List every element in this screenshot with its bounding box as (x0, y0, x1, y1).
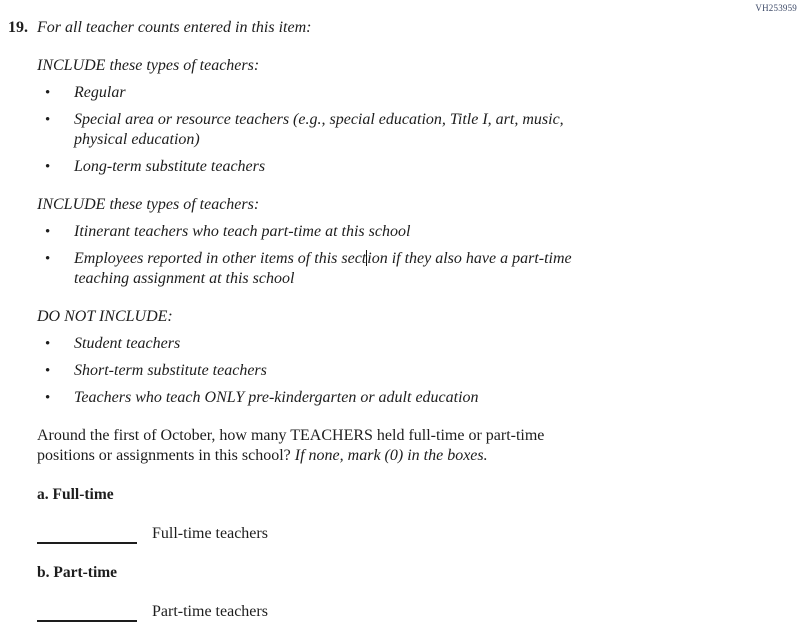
bullet-text (74, 157, 763, 177)
bullet-line-post-caret: ion if they also have a part-time (367, 250, 572, 267)
bullet-icon: • (45, 85, 51, 101)
answer-row-fulltime (37, 524, 763, 544)
list-item (37, 249, 763, 289)
bullet-line: Long-term substitute teachers (74, 158, 266, 175)
bullet-line: Short-term substitute teachers (74, 362, 267, 379)
bullet-icon: • (45, 251, 51, 267)
answer-fulltime (37, 485, 763, 544)
include2-heading: INCLUDE these types of teachers: (37, 196, 260, 213)
fulltime-count-field[interactable] (37, 526, 137, 544)
bullet-line: teaching assignment at this school (74, 270, 295, 287)
question-note: If none, mark (0) in the boxes. (294, 447, 488, 464)
fulltime-caption: Full-time teachers (152, 525, 268, 542)
list-item (37, 110, 763, 150)
bullet-text (74, 110, 763, 150)
bullet-line: Teachers who teach ONLY pre-kindergarten or adult education (74, 389, 479, 406)
list-item (37, 361, 763, 381)
question-line-1: Around the first of October, how many TEACHERS held full-time or part-time (37, 427, 545, 444)
answer-label-parttime: b. Part-time (37, 564, 118, 581)
question-line-2: positions or assignments in this school? (37, 447, 295, 464)
bullet-line (74, 249, 763, 269)
answer-row-parttime (37, 602, 763, 622)
answer-parttime (37, 563, 763, 622)
item-body (37, 18, 763, 635)
item-number: 19. (8, 19, 28, 36)
parttime-count-field[interactable] (37, 604, 137, 622)
bullet-icon: • (45, 363, 51, 379)
bullet-text (74, 249, 763, 289)
bullet-line: physical education) (74, 131, 200, 148)
list-item (37, 222, 763, 242)
parttime-caption: Part-time teachers (152, 603, 268, 620)
bullet-line: Special area or resource teachers (e.g., special education, Title I, art, music, (74, 111, 564, 128)
answer-label-fulltime: a. Full-time (37, 486, 114, 503)
form-code: VH253959 (755, 3, 797, 13)
bullet-line: Itinerant teachers who teach part-time at this school (74, 223, 411, 240)
bullet-icon: • (45, 224, 51, 240)
include-group-2 (37, 195, 763, 289)
bullet-text (74, 83, 763, 103)
question-text (37, 426, 763, 466)
bullet-line-pre-caret: Employees reported in other items of this sect (74, 250, 367, 267)
include-group-1 (37, 56, 763, 177)
list-item (37, 157, 763, 177)
bullet-line: Regular (74, 84, 126, 101)
bullet-text (74, 388, 763, 408)
bullet-icon: • (45, 336, 51, 352)
list-item (37, 83, 763, 103)
bullet-line: Student teachers (74, 335, 181, 352)
include1-heading: INCLUDE these types of teachers: (37, 57, 260, 74)
bullet-text (74, 334, 763, 354)
item-intro: For all teacher counts entered in this item: (37, 19, 312, 36)
bullet-icon: • (45, 159, 51, 175)
bullet-text (74, 361, 763, 381)
bullet-text (74, 222, 763, 242)
list-item (37, 388, 763, 408)
bullet-icon: • (45, 112, 51, 128)
list-item (37, 334, 763, 354)
bullet-icon: • (45, 390, 51, 406)
do-not-include-group (37, 307, 763, 408)
do-not-include-heading: DO NOT INCLUDE: (37, 308, 173, 325)
